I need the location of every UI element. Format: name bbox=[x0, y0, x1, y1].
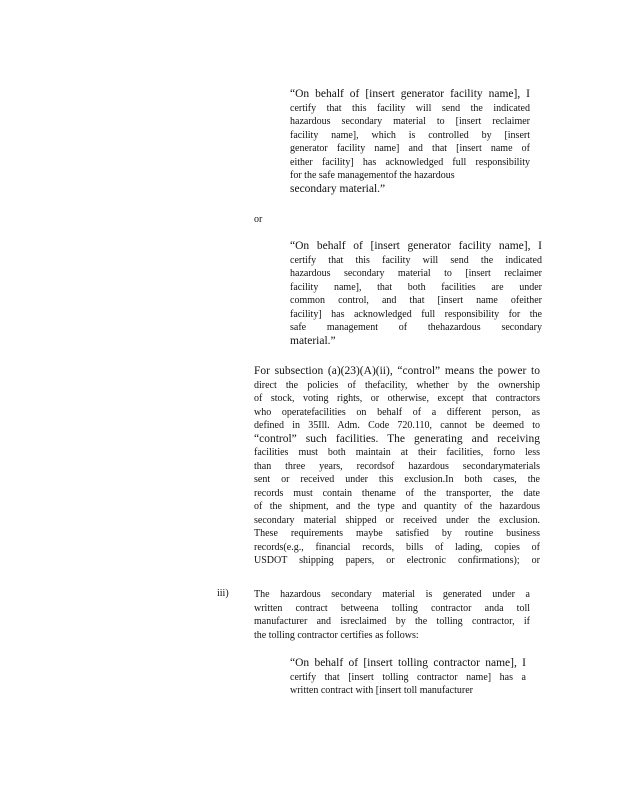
text-line: the tolling contractor certifies as follows: bbox=[254, 629, 419, 641]
certification-quote-tolling-contractor bbox=[290, 657, 526, 698]
text-line: certify that this facility will send the indicated bbox=[290, 102, 530, 114]
text-line: records must contain thename of the transporter, the date bbox=[254, 487, 540, 499]
control-definition-paragraph bbox=[254, 365, 540, 568]
text-line: manufacturer and isreclaimed by the tolling contractor, if bbox=[254, 616, 530, 627]
text-line: of the shipment, and the type and quantity of the hazardous bbox=[254, 501, 540, 512]
text-line: facility name], which is controlled by [insert bbox=[290, 129, 530, 141]
list-item-marker: iii) bbox=[217, 588, 229, 599]
text-line: USDOT shipping papers, or electronic confirmations); or bbox=[254, 555, 540, 566]
text-line: sent or received under this exclusion.In both cases, the bbox=[254, 474, 540, 485]
text-line: of stock, voting rights, or otherwise, except that contractors bbox=[254, 393, 540, 404]
text-line: written contract betweena tolling contractor anda toll bbox=[254, 602, 530, 614]
text-line: generator facility name] and that [insert name of bbox=[290, 143, 530, 154]
text-line: hazardous secondary material to [insert reclaimer bbox=[290, 116, 530, 127]
text-line: hazardous secondary material to [insert reclaimer bbox=[290, 268, 542, 279]
text-line: for the safe managementof the hazardous bbox=[290, 170, 455, 181]
text-line: “On behalf of [insert generator facility name], I bbox=[290, 88, 530, 100]
text-line: These requirements maybe satisfied by routine business bbox=[254, 528, 540, 539]
text-line: The hazardous secondary material is generated under a bbox=[254, 589, 530, 600]
text-line: than three years, recordsof hazardous secondarymaterials bbox=[254, 460, 540, 472]
text-line: records(e.g., financial records, bills of lading, copies of bbox=[254, 541, 540, 553]
text-line: either facility] has acknowledged full responsibility bbox=[290, 156, 530, 168]
text-line: material.” bbox=[290, 334, 336, 347]
text-line: facility] has acknowledged full responsibility for the bbox=[290, 308, 542, 320]
text-line: facilities must both maintain at their facilities, forno less bbox=[254, 447, 540, 458]
text-line: For subsection (a)(23)(A)(ii), “control” means the power to bbox=[254, 365, 540, 377]
text-line: safe management of thehazardous secondary bbox=[290, 322, 542, 333]
text-line: direct the policies of thefacility, whether by the ownership bbox=[254, 379, 540, 391]
text-line: defined in 35Ill. Adm. Code 720.110, cannot be deemed to bbox=[254, 420, 540, 431]
text-line: written contract with [insert toll manufacturer bbox=[290, 685, 473, 696]
tolling-contract-paragraph bbox=[254, 588, 530, 642]
or-separator: or bbox=[254, 214, 263, 225]
text-line: “On behalf of [insert tolling contractor name], I bbox=[290, 657, 526, 669]
text-line: common control, and that [insert name ofeither bbox=[290, 295, 542, 306]
text-line: secondary material shipped or received under the exclusion. bbox=[254, 514, 540, 526]
text-line: certify that [insert tolling contractor name] has a bbox=[290, 671, 526, 683]
text-line: “control” such facilities. The generating and receiving bbox=[254, 432, 540, 445]
text-line: facility name], that both facilities are under bbox=[290, 281, 542, 293]
text-line: secondary material.” bbox=[290, 182, 386, 195]
certification-quote-common-control bbox=[290, 240, 542, 348]
text-line: who operatefacilities on behalf of a different person, as bbox=[254, 406, 540, 418]
text-line: certify that this facility will send the indicated bbox=[290, 254, 542, 266]
text-line: “On behalf of [insert generator facility name], I bbox=[290, 240, 542, 252]
certification-quote-reclaimer-controlled bbox=[290, 88, 530, 196]
